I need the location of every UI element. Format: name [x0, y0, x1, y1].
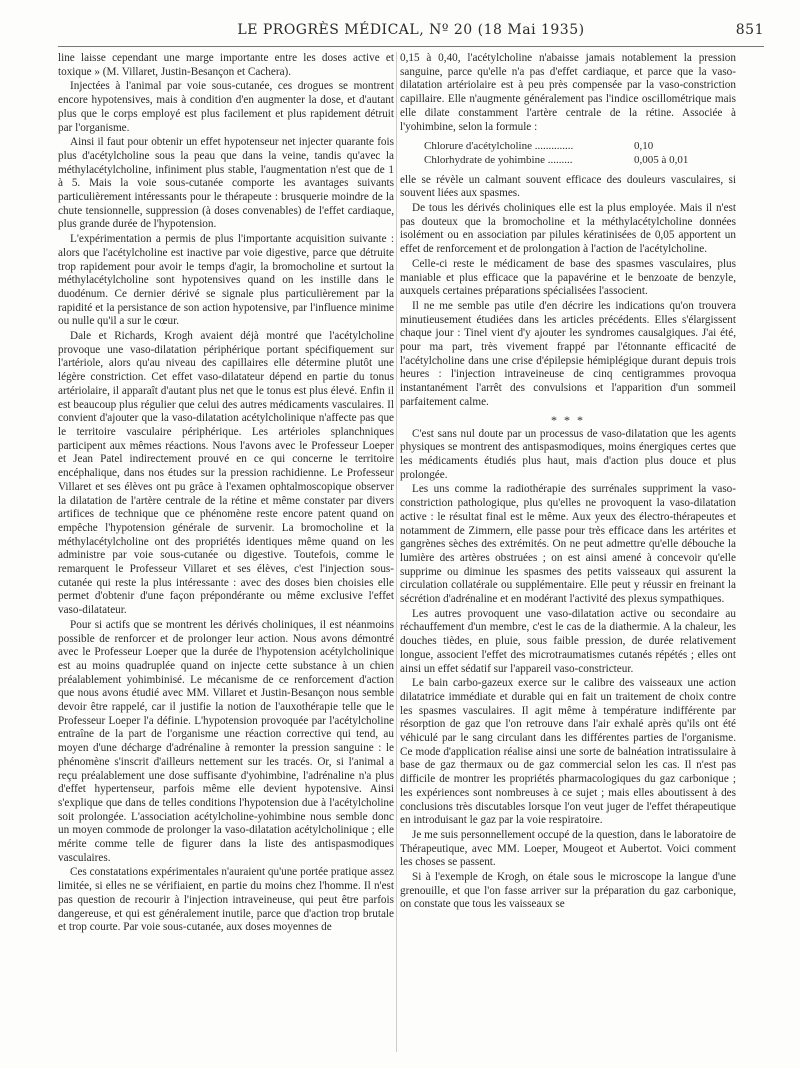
paragraph: Les autres provoquent une vaso-dilatation active ou secondaire au réchauffement d'un membre, c'est le cas de la diathermie. A la chaleur, les douches tièdes, en pluie, sous faible pression, de durée relativement longue, associent l'effet des microtraumatismes cutanés répétés ; elles ont ainsi un effet sédatif sur l'appareil vaso-constricteur.: [400, 607, 736, 675]
formula-dose: 0,10: [634, 140, 654, 153]
paragraph: Si à l'exemple de Krogh, on étale sous le microscope la langue d'une grenouille, et que l'on fasse arriver sur la préparation du gaz carbonique, on constate que tous les vaisseaux se: [400, 871, 736, 911]
header-rule: [58, 46, 764, 47]
journal-title: LE PROGRÈS MÉDICAL, Nº 20 (18 Mai 1935): [237, 22, 585, 38]
formula: [424, 140, 736, 167]
paragraph: elle se révèle un calmant souvent efficace des douleurs vasculaires, si souvent liées aux spasmes.: [400, 173, 736, 200]
paragraph: Celle-ci reste le médicament de base des spasmes vasculaires, plus maniable et plus efficace que la papavérine et le benzoate de benzyle, auxquels certaines préparations spécialisées l'associent.: [400, 257, 736, 298]
formula-row: [424, 154, 724, 168]
paragraph: Je me suis personnellement occupé de la question, dans le laboratoire de Thérapeutique, avec MM. Loeper, Mougeot et Aubertot. Voici comment les choses se passent.: [400, 828, 736, 869]
column-divider: [396, 52, 397, 1052]
formula-row: [424, 140, 724, 154]
paragraph: 0,15 à 0,40, l'acétylcholine n'abaisse jamais notablement la pression sanguine, parce qu'elle n'a pas d'effet cardiaque, et parce que la vaso-dilatation artériolaire est à peu près compensée par la vaso-constriction capillaire. Elle n'augmente généralement pas l'indice oscillométrique mais elle dilate constamment l'artère centrale de la rétine. Associée à l'yohimbine, selon la formule :: [400, 52, 736, 133]
right-column: [400, 52, 736, 1052]
section-separator: * * *: [551, 412, 585, 427]
paragraph: line laisse cependant une marge importante entre les doses active et toxique » (M. Villaret, Justin-Besançon et Cachera).: [58, 52, 394, 78]
paragraph: C'est sans nul doute par un processus de vaso-dilatation que les agents physiques se montrent des antispasmodiques, moins énergiques certes que les médicaments étudiés plus haut, mais d'action plus douce et plus prolongée.: [400, 427, 736, 481]
formula-dose: 0,005 à 0,01: [634, 153, 689, 166]
paragraph: L'expérimentation a permis de plus l'importante acquisition suivante : alors que l'acétylcholine est inactive par voie digestive, parce que détruite trop rapidement pour avoir le temps d'agir, la bromocholine et surtout la méthylacétylcholine sont hypotensives quand on les instille dans le duodénum. Ce dernier dérivé se signale plus particulièrement par la rapidité et la persistance de son action hypotensive, par l'influence minime ou nulle qu'il a sur le cœur.: [58, 233, 394, 328]
page-number: 851: [735, 22, 764, 38]
running-header: [58, 22, 764, 44]
paragraph: Injectées à l'animal par voie sous-cutanée, ces drogues se montrent encore hypotensives, mais à condition d'en augmenter la dose, et d'autant plus que le corps employé est plus facilement et plus rapidement détruit par l'organisme.: [58, 80, 394, 134]
paragraph: Le bain carbo-gazeux exerce sur le calibre des vaisseaux une action dilatatrice immédiate et durable qui en fait un traitement de choix contre les spasmes vasculaires. Il agit même à température indifférente par résorption de gaz que l'on retrouve dans l'air exhalé après qu'ils ont été véhiculé par le sang circulant dans les différentes parties de l'organisme. Ce mode d'application réalise ainsi une sorte de balnéation intratissulaire à base de gaz thermaux ou de gaz commercial selon les cas. Il n'est pas difficile de montrer les propriétés pharmacologiques du gaz carbonique ; les expériences sont nombreuses à ce sujet ; mais elles aboutissent à des conclusions très discutables lorsque l'on veut juger de l'effet thérapeutique en introduisant le gaz par la voie respiratoire.: [400, 677, 736, 827]
paragraph: De tous les dérivés choliniques elle est la plus employée. Mais il n'est pas douteux que la bromocholine et la méthylacétylcholine données isolément ou en association par pilules kératinisées de 0,05 apportent un effet de renforcement et de prolongation à l'action de l'acétylcholine.: [400, 202, 736, 256]
formula-ingredient: Chlorhydrate de yohimbine .........: [424, 153, 573, 166]
paragraph: Ces constatations expérimentales n'auraient qu'une portée pratique assez limitée, si elles ne se vérifiaient, en partie du moins chez l'homme. Il n'est pas question de recourir à l'injection intraveineuse, qui peut être parfois dangereuse, et qui est généralement inutile, parce que d'action trop brutale et trop courte. Par voie sous-cutanée, aux doses moyennes de: [58, 866, 394, 934]
paragraph: Les uns comme la radiothérapie des surrénales suppriment la vaso-constriction pathologique, plus qu'elles ne provoquent la vaso-dilatation active : le résultat final est le même. Aux yeux des électro-thérapeutes et notamment de Zimmern, elle passe pour très efficace dans les artérites et gangrènes sèches des extrémités. On ne peut admettre qu'elle débouche la lumière des artères obstruées ; on est ainsi amené à concevoir qu'elle supprime ou diminue les spasmes des petits vaisseaux qui assurent la circulation collatérale ou supplémentaire. Elle peut y réussir en freinant la sécrétion d'adrénaline et en modérant l'activité des plexus sympathiques.: [400, 483, 736, 606]
paragraph: Dale et Richards, Krogh avaient déjà montré que l'acétylcholine provoque une vaso-dilatation périphérique portant spécifiquement sur l'artériole, alors qu'au niveau des capillaires elle détermine plutôt une légère constriction. Cet effet vaso-dilatateur dépend en partie du tonus artériolaire, il apparaît d'autant plus net que le tonus est plus élevé. Enfin il est beaucoup plus régulier que celui des autres médicaments vasculaires. Il convient d'ajouter que la vaso-dilatation acétylcholinique n'affecte pas que le territoire vasculaire périphérique. Les artérioles splanchniques participent aux mêmes réactions. Nous l'avons avec le Professeur Loeper et Jean Patel indirectement prouvé en ce qui concerne le territoire encéphalique, dans nos études sur la pression rachidienne. Le Professeur Villaret et ses élèves ont pu grâce à l'examen ophtalmoscopique observer la dilatation de l'artère centrale de la rétine et même constater par divers artifices de technique que ce phénomène reste encore patent quand on empêche l'hypotension générale de survenir. La bromocholine et la méthylacétylcholine ont des propriétés identiques même quand on les administre par voie sous-cutanée ou digestive. Toutefois, comme le remarquent le Professeur Villaret et ses élèves, c'est l'injection sous-cutanée qui reste la plus intéressante : avec des doses bien choisies elle permet d'obtenir d'une façon prépondérante ou même exclusive l'effet vaso-dilatateur.: [58, 330, 394, 617]
paragraph: Pour si actifs que se montrent les dérivés choliniques, il est néanmoins possible de renforcer et de prolonger leur action. Nous avons démontré avec le Professeur Loeper que la durée de l'hypotension acétylcholinique est au moins quadruplée quand on injecte cette substance à un chien préalablement yohimbinisé. Le mécanisme de ce renforcement d'action que nous avons étudié avec MM. Villaret et Justin-Besançon nous semble devoir être rappelé, car il justifie la notion de l'auxothérapie telle que le Professeur Loeper l'a définie. L'hypotension provoquée par l'acétylcholine entraîne de la part de l'organisme une réaction corrective qui tend, au moyen d'une décharge d'adrénaline à remonter la pression sanguine : le phénomène s'inscrit d'ailleurs nettement sur les tracés. Or, si l'animal a reçu préalablement une dose suffisante d'yohimbine, l'adrénaline n'a plus d'effet hypertenseur, parfois même elle devient hypotensive. Ainsi s'explique que dans de telles conditions l'hypotension due à l'acétylcholine soit prolongée. L'association acétylcholine-yohimbine nous semble donc un moyen commode de prolonger la vaso-dilatation acétylcholinique ; elle mérite comme telle de figurer dans la liste des antispasmodiques vasculaires.: [58, 618, 394, 864]
paragraph: Ainsi il faut pour obtenir un effet hypotenseur net injecter quarante fois plus d'acétylcholine sous la peau que dans la veine, tandis qu'avec la méthylacétylcholine, infiniment plus stable, l'augmentation n'est que de 1 à 5. Mais la voie sous-cutanée comporte les avantages suivants particulièrement intéressants pour le thérapeute : brusquerie moindre de la chute tensionnelle, suppression (à doses convenables) de l'effet cardiaque, plus grande durée de l'hypotension.: [58, 136, 394, 231]
left-column: [58, 52, 394, 1052]
paragraph: Il ne me semble pas utile d'en décrire les indications qu'on trouvera minutieusement étudiées dans les articles précédents. Elles s'élargissent chaque jour : Tinel vient d'y ajouter les syndromes causalgiques. J'ai été, pour ma part, très vivement frappé par l'étonnante efficacité de l'acétylcholine dans une crise d'épilepsie hémiplégique durant depuis trois heures : l'injection intraveineuse de cinq centigrammes provoqua instantanément l'arrêt des convulsions et l'apparition d'un sommeil parfaitement calme.: [400, 299, 736, 408]
formula-ingredient: Chlorure d'acétylcholine ..............: [424, 140, 574, 153]
